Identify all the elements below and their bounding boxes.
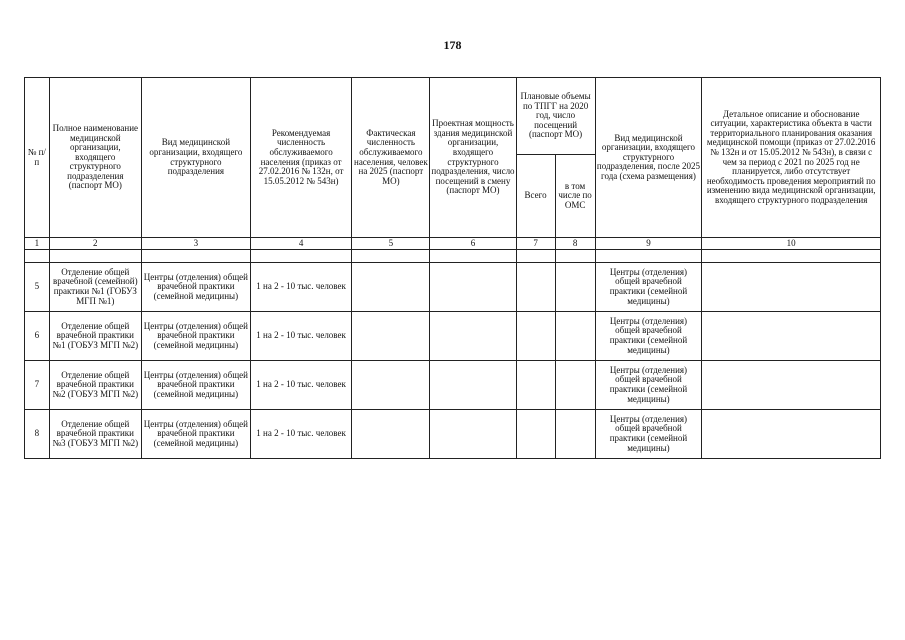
header-detailed-description: Детальное описание и обоснование ситуации, характеристика объекта в части территориального планирования оказания медицинской помощи (приказ от 27.02.2016 № 132н и от 15.05.2012 № 543н), в связи с чем за период с 2021 по 2025 год не планируется, либо отсутствует необходимость проведения мероприятий по изменению вида медицинской организации, входящего структурного подразделения [702,78,881,238]
org-name: Отделение общей врачебной практики №2 (ГОБУЗ МГП №2) [49,361,141,410]
row-number: 7 [25,361,50,410]
recommended-population: 1 на 2 - 10 тыс. человек [250,263,352,312]
actual-population [352,263,430,312]
org-type: Центры (отделения) общей врачебной практики (семейной медицины) [141,410,250,459]
column-numbers-row [25,238,881,250]
design-capacity [430,361,516,410]
column-number: 9 [595,238,702,250]
header-total: Всего [516,155,555,238]
header-recommended-population: Рекомендуемая численность обслуживаемого населения (приказ от 27.02.2016 № 132н, от 15.05.2012 № 543н) [250,78,352,238]
org-type-after-2025: Центры (отделения) общей врачебной практики (семейной медицины) [595,312,702,361]
table-row [25,410,881,459]
org-name: Отделение общей врачебной практики №1 (ГОБУЗ МГП №2) [49,312,141,361]
empty-cell [595,250,702,263]
column-number: 2 [49,238,141,250]
spacer-row [25,250,881,263]
org-type: Центры (отделения) общей врачебной практики (семейной медицины) [141,263,250,312]
table-row [25,263,881,312]
header-org-type-after-2025: Вид медицинской организации, входящего структурного подразделения, после 2025 года (схема размещения) [595,78,702,238]
empty-cell [555,250,595,263]
visits-oms [555,312,595,361]
row-number: 8 [25,410,50,459]
table-row [25,361,881,410]
header-oms: в том числе по ОМС [555,155,595,238]
visits-oms [555,263,595,312]
header-actual-population: Фактическая численность обслуживаемого населения, человек на 2025 (паспорт МО) [352,78,430,238]
header-row [25,78,881,155]
empty-cell [430,250,516,263]
visits-total [516,410,555,459]
column-number: 4 [250,238,352,250]
header-full-name: Полное наименование медицинской организации, входящего структурного подразделения (паспорт МО) [49,78,141,238]
column-number: 3 [141,238,250,250]
actual-population [352,312,430,361]
org-type-after-2025: Центры (отделения) общей врачебной практики (семейной медицины) [595,263,702,312]
visits-oms [555,410,595,459]
visits-total [516,312,555,361]
empty-cell [516,250,555,263]
detailed-description [702,312,881,361]
design-capacity [430,410,516,459]
recommended-population: 1 на 2 - 10 тыс. человек [250,410,352,459]
header-org-type: Вид медицинской организации, входящего структурного подразделения [141,78,250,238]
visits-oms [555,361,595,410]
column-number: 5 [352,238,430,250]
header-design-capacity: Проектная мощность здания медицинской организации, входящего структурного подразделения, число посещений в смену (паспорт МО) [430,78,516,238]
empty-cell [702,250,881,263]
design-capacity [430,312,516,361]
row-number: 5 [25,263,50,312]
empty-cell [250,250,352,263]
recommended-population: 1 на 2 - 10 тыс. человек [250,312,352,361]
visits-total [516,361,555,410]
column-number: 6 [430,238,516,250]
column-number: 1 [25,238,50,250]
org-name: Отделение общей врачебной (семейной) практики №1 (ГОБУЗ МГП №1) [49,263,141,312]
table-row [25,312,881,361]
column-number: 7 [516,238,555,250]
org-type-after-2025: Центры (отделения) общей врачебной практики (семейной медицины) [595,361,702,410]
org-type: Центры (отделения) общей врачебной практики (семейной медицины) [141,361,250,410]
empty-cell [49,250,141,263]
visits-total [516,263,555,312]
recommended-population: 1 на 2 - 10 тыс. человек [250,361,352,410]
empty-cell [352,250,430,263]
detailed-description [702,263,881,312]
column-number: 10 [702,238,881,250]
header-planned-volumes: Плановые объемы по ТПГГ на 2020 год, число посещений (паспорт МО) [516,78,595,155]
column-number: 8 [555,238,595,250]
org-type-after-2025: Центры (отделения) общей врачебной практики (семейной медицины) [595,410,702,459]
empty-cell [141,250,250,263]
detailed-description [702,410,881,459]
medical-organizations-table [24,77,881,459]
actual-population [352,410,430,459]
design-capacity [430,263,516,312]
actual-population [352,361,430,410]
page-number: 178 [443,38,462,52]
org-type: Центры (отделения) общей врачебной практики (семейной медицины) [141,312,250,361]
detailed-description [702,361,881,410]
empty-cell [25,250,50,263]
row-number: 6 [25,312,50,361]
header-number: № п/п [25,78,50,238]
org-name: Отделение общей врачебной практики №3 (ГОБУЗ МГП №2) [49,410,141,459]
